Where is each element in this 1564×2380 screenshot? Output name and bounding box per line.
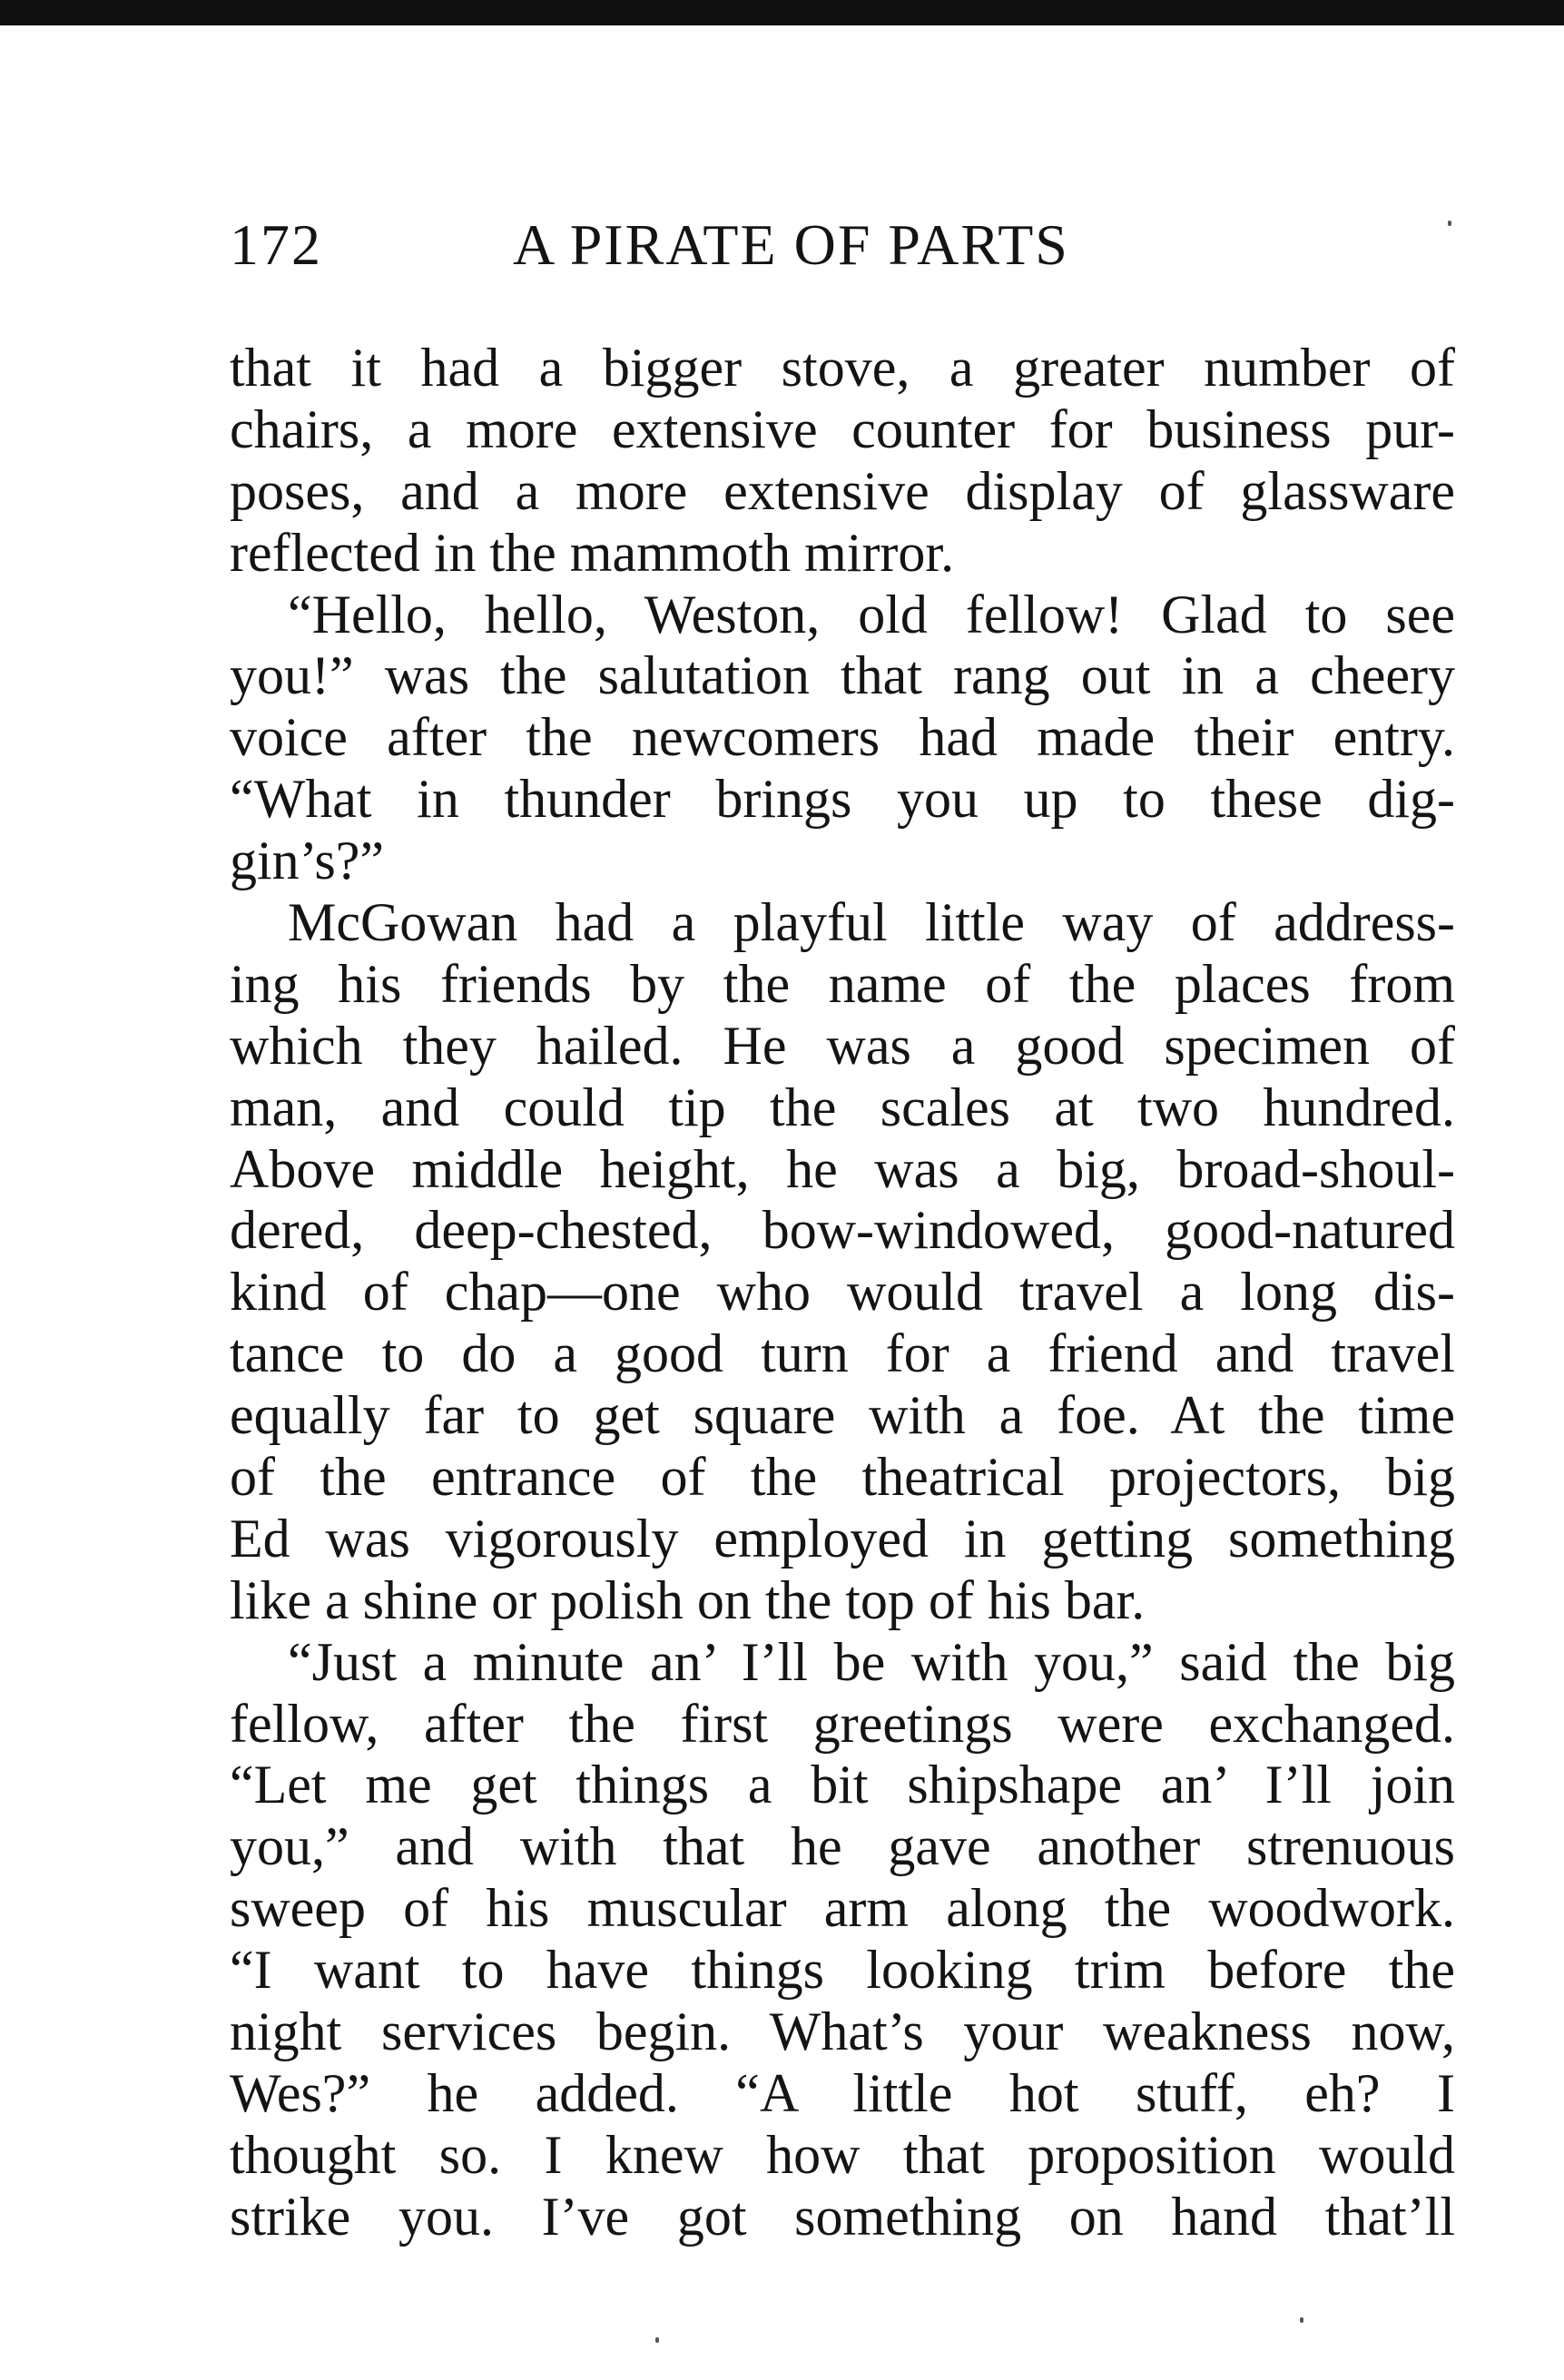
text-line: chairs, a more extensive counter for business pur- — [230, 398, 1455, 459]
text-line: like a shine or polish on the top of his bar. — [230, 1569, 1146, 1630]
text-line: Wes?” he added. “A little hot stuff, eh? I — [230, 2062, 1455, 2123]
text-line: night services begin. What’s your weakness now, — [230, 2001, 1455, 2062]
text-line: “Let me get things a bit shipshape an’ I’ll join — [230, 1755, 1455, 1815]
text-line: poses, and a more extensive display of glassware — [230, 460, 1455, 521]
paragraph-2 — [230, 585, 1455, 892]
text-line: Above middle height, he was a big, broad-shoul- — [230, 1138, 1455, 1199]
text-line: McGowan had a playful little way of address- — [288, 892, 1455, 953]
text-line: reflected in the mammoth mirror. — [230, 522, 955, 583]
body-text — [230, 338, 1455, 2248]
print-speck — [1300, 2317, 1303, 2323]
text-line: man, and could tip the scales at two hundred. — [230, 1077, 1455, 1137]
text-line: “Hello, hello, Weston, old fellow! Glad to see — [288, 584, 1455, 644]
text-line: kind of chap—one who would travel a long dis- — [230, 1262, 1455, 1323]
text-line: ing his friends by the name of the places from — [230, 953, 1455, 1014]
text-line: thought so. I knew how that proposition would — [230, 2124, 1455, 2185]
print-speck — [1448, 221, 1451, 226]
text-line: you,” and with that he gave another strenuous — [230, 1816, 1455, 1877]
running-title: A PIRATE OF PARTS — [513, 212, 1069, 277]
running-head — [230, 207, 1446, 283]
text-line: gin’s?” — [230, 831, 384, 891]
text-line: of the entrance of the theatrical projectors, big — [230, 1447, 1455, 1508]
paragraph-3 — [230, 892, 1455, 1632]
print-speck — [655, 2337, 659, 2343]
text-line: sweep of his muscular arm along the woodwork. — [230, 1878, 1455, 1939]
page-number: 172 — [230, 212, 322, 277]
text-line: you!” was the salutation that rang out in a cheery — [230, 645, 1455, 706]
text-line: tance to do a good turn for a friend and travel — [230, 1323, 1455, 1384]
text-line: that it had a bigger stove, a greater number of — [230, 338, 1455, 398]
text-line: equally far to get square with a foe. At the time — [230, 1385, 1455, 1446]
text-line: dered, deep-chested, bow-windowed, good-natured — [230, 1200, 1455, 1261]
text-line: Ed was vigorously employed in getting something — [230, 1508, 1455, 1569]
text-line: “I want to have things looking trim before the — [230, 1940, 1455, 2001]
text-line: “What in thunder brings you up to these dig- — [230, 769, 1455, 830]
text-line: voice after the newcomers had made their entry. — [230, 707, 1455, 768]
top-border-rule — [0, 0, 1564, 25]
text-line: “Just a minute an’ I’ll be with you,” said the big — [288, 1631, 1455, 1692]
text-line: fellow, after the first greetings were exchanged. — [230, 1693, 1455, 1754]
text-line: strike you. I’ve got something on hand that’ll — [230, 2186, 1455, 2247]
text-line: which they hailed. He was a good specimen of — [230, 1015, 1455, 1076]
paragraph-1 — [230, 338, 1455, 585]
paragraph-4 — [230, 1632, 1455, 2248]
